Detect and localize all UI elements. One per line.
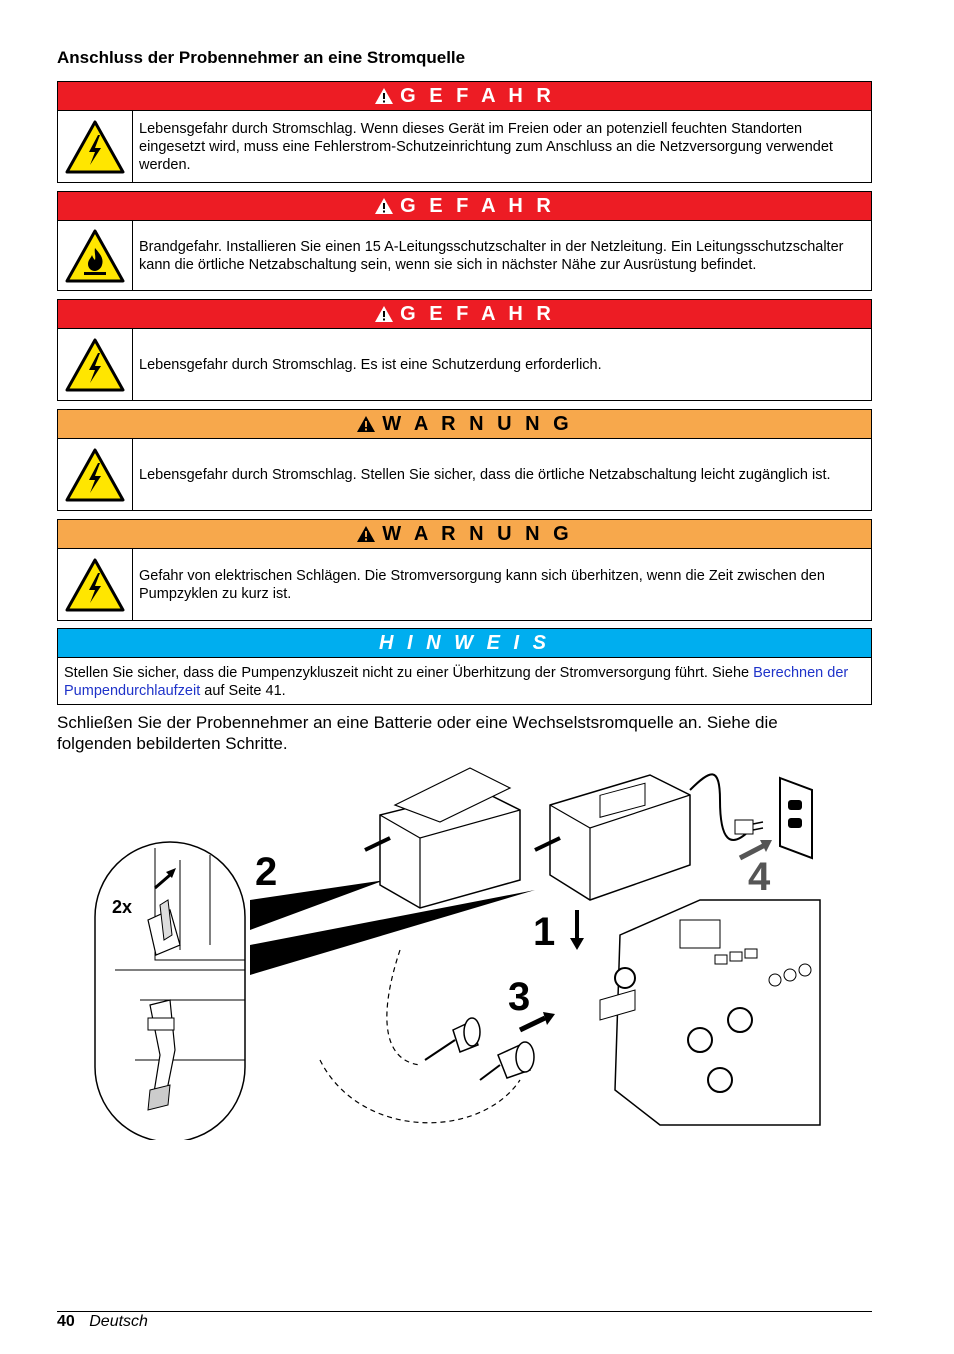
- danger-label: G E F A H R: [400, 84, 555, 107]
- warning-label: W A R N U N G: [382, 522, 573, 545]
- electric-shock-icon: [64, 447, 126, 503]
- step-1-label: 1: [533, 910, 556, 954]
- hazard-icon-cell: [58, 439, 133, 510]
- electric-shock-icon: [64, 557, 126, 613]
- power-supply: [535, 774, 763, 900]
- danger-text: Lebensgefahr durch Stromschlag. Wenn dieses Gerät im Freien oder an potenziell feuchten Standorten eingesetzt wird, muss eine Fehlerstrom-Schutzeinrichtung zum Anschluss an die Netzversorgung verwendet werden.: [139, 120, 833, 173]
- danger-text: Lebensgefahr durch Stromschlag. Es ist eine Schutzerdung erforderlich.: [139, 356, 602, 373]
- danger-box-grounding: [57, 299, 872, 401]
- electric-shock-icon: [64, 337, 126, 393]
- count-label: 2x: [112, 897, 133, 917]
- footer-divider: [57, 1311, 872, 1312]
- battery-box: [365, 768, 520, 908]
- notice-label: H I N W E I S: [379, 631, 550, 654]
- page-number: 40: [57, 1313, 75, 1330]
- step-4-label: 4: [748, 855, 771, 899]
- warning-triangle-icon: [356, 415, 376, 433]
- warning-box-disconnect: [57, 409, 872, 511]
- notice-text-after: auf Seite 41.: [204, 683, 286, 699]
- power-cable-connectors: [425, 1018, 534, 1080]
- page-footer: [57, 1313, 148, 1331]
- hazard-icon-cell: [58, 221, 133, 290]
- fire-hazard-icon: [64, 228, 126, 284]
- danger-label: G E F A H R: [400, 302, 555, 325]
- danger-header: [58, 192, 871, 221]
- step-3-label: 3: [508, 975, 531, 1019]
- notice-text-before: Stellen Sie sicher, dass die Pumpenzykluszeit nicht zu einer Überhitzung der Stromversorgung führt. Siehe: [64, 665, 750, 681]
- wall-outlet: [740, 778, 812, 858]
- electric-shock-icon: [64, 119, 126, 175]
- notice-link[interactable]: Berechnen der Pumpendurchlaufzeit: [64, 665, 849, 699]
- danger-box-fire: [57, 191, 872, 291]
- warning-triangle-icon: [374, 87, 394, 105]
- warning-triangle-icon: [374, 305, 394, 323]
- warning-triangle-icon: [374, 197, 394, 215]
- warning-triangle-icon: [356, 525, 376, 543]
- hazard-icon-cell: [58, 549, 133, 620]
- danger-label: G E F A H R: [400, 194, 555, 217]
- warning-header: [58, 520, 871, 549]
- notice-text: [58, 658, 871, 706]
- hazard-icon-cell: [58, 329, 133, 400]
- warning-text: Lebensgefahr durch Stromschlag. Stellen Sie sicher, dass die örtliche Netzabschaltung leicht zugänglich ist.: [139, 466, 831, 483]
- hazard-icon-cell: [58, 111, 133, 182]
- warning-header: [58, 410, 871, 439]
- warning-text: Gefahr von elektrischen Schlägen. Die Stromversorgung kann sich überhitzen, wenn die Zeit zwischen den Pumpzyklen zu kurz ist.: [139, 567, 825, 602]
- step-2-label: 2: [255, 850, 278, 894]
- notice-header: [58, 629, 871, 658]
- instruction-paragraph: Schließen Sie der Probennehmer an eine Batterie oder eine Wechselstsromquelle an. Siehe die folgenden bebilderten Schritte.: [57, 713, 778, 753]
- warning-label: W A R N U N G: [382, 412, 573, 435]
- danger-header: [58, 82, 871, 111]
- danger-header: [58, 300, 871, 329]
- danger-box-shock-rcd: [57, 81, 872, 183]
- notice-box: [57, 628, 872, 705]
- warning-box-overheat: [57, 519, 872, 621]
- controller-housing: [600, 900, 820, 1125]
- connection-illustration: [60, 760, 830, 1140]
- page-heading: Anschluss der Probennehmer an eine Stromquelle: [57, 48, 466, 67]
- latch-inset: [95, 842, 245, 1140]
- danger-text: Brandgefahr. Installieren Sie einen 15 A-Leitungsschutzschalter in der Netzleitung. Ein Leitungsschutzschalter kann die örtliche Netzabschaltung sein, wenn sie sich in nächster Nähe zur Ausrüstung befindet.: [139, 238, 844, 273]
- footer-language: Deutsch: [89, 1313, 148, 1330]
